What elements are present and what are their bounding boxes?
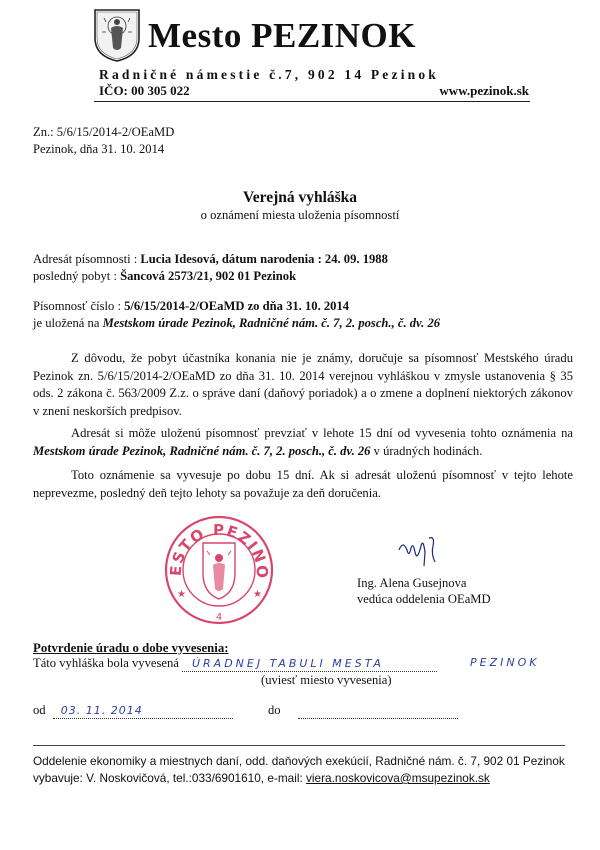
footer-divider [33, 745, 565, 746]
paragraph-posting [33, 467, 573, 502]
paragraph-pickup-end: v úradných hodinách. [370, 443, 483, 458]
posted-from-label: od [33, 703, 46, 717]
paragraph-pickup [33, 425, 573, 460]
signer-name: Ing. Alena Gusejnova [357, 576, 467, 590]
document-title: Verejná vyhláška [242, 189, 358, 206]
posted-place-value: ÚRADNEJ TABULI MESTA [191, 657, 384, 670]
posted-place-extra: PEZINOK [470, 656, 540, 669]
document-stored-label: je uložená na [33, 316, 103, 330]
stamp-text: ESTO PEZINO [166, 520, 272, 580]
posted-place-field [182, 656, 437, 672]
posted-from-line [33, 703, 233, 719]
posted-place-hint: (uviesť miesto vyvesenia) [261, 673, 392, 687]
municipality-address: Radničné námestie č.7, 902 14 Pezinok [99, 67, 440, 82]
footer-contact-text: vybavuje: V. Noskovičová, tel.:033/6901610, e-mail: [33, 771, 307, 785]
signer-position: vedúca oddelenia OEaMD [357, 591, 491, 606]
posted-to-field [298, 703, 458, 719]
document-stored-value: Mestskom úrade Pezinok, Radničné nám. č. 7, 2. posch., č. dv. 26 [102, 316, 441, 330]
posted-from-value: 03. 11. 2014 [60, 704, 143, 717]
reference-number: Zn.: 5/6/15/2014-2/OEaMD [33, 125, 175, 139]
svg-text:★: ★ [177, 589, 186, 600]
last-residence-value: Šancová 2573/21, 902 01 Pezinok [120, 269, 297, 283]
municipality-title: Mesto PEZINOK [148, 16, 417, 55]
footer-contact [33, 771, 490, 785]
addressee-line [33, 252, 388, 267]
addressee-label: Adresát písomnosti : [33, 252, 141, 266]
reference-place-date: Pezinok, dňa 31. 10. 2014 [33, 142, 165, 156]
town-crest-icon [92, 8, 142, 62]
document-subtitle: o oznámení miesta uloženia písomností [200, 208, 400, 222]
footer-department: Oddelenie ekonomiky a miestnych daní, odd. daňových exekúcií, Radničné nám. č. 7, 902 01 Pezinok [33, 754, 565, 768]
signer-block [357, 576, 491, 607]
municipality-ico: IČO: 00 305 022 [99, 83, 190, 98]
posted-line [33, 656, 437, 672]
posted-from-field [53, 703, 233, 719]
footer-email-link[interactable]: viera.noskovicova@msupezinok.sk [306, 771, 490, 785]
stamp-number: 4 [215, 612, 223, 623]
document-number-value: 5/6/15/2014-2/OEaMD zo dňa 31. 10. 2014 [124, 299, 350, 313]
last-residence-line [33, 269, 296, 284]
posted-label: Táto vyhláška bola vyvesená [33, 656, 182, 670]
posted-to-line [268, 703, 458, 719]
last-residence-label: posledný pobyt : [33, 269, 121, 283]
handwritten-signature [395, 532, 445, 572]
document-number-line [33, 299, 349, 314]
addressee-value: Lucia Idesová, dátum narodenia : 24. 09. 1988 [140, 252, 388, 266]
paragraph-pickup-place: Mestskom úrade Pezinok, Radničné nám. č. 7, 2. posch., č. dv. 26 [33, 443, 371, 458]
paragraph-pickup-start: Adresát si môže uloženú písomnosť prevziať v lehote 15 dní od vyvesenia tohto oznámenia na [71, 426, 573, 440]
posted-to-label: do [268, 703, 281, 717]
confirmation-heading: Potvrdenie úradu o dobe vyvesenia: [33, 641, 229, 655]
official-stamp [163, 513, 275, 627]
municipality-website[interactable]: www.pezinok.sk [439, 83, 529, 98]
header-divider [94, 101, 530, 102]
svg-text:★: ★ [253, 589, 262, 600]
document-number-label: Písomnosť číslo : [33, 299, 125, 313]
paragraph-delivery-text: Z dôvodu, že pobyt účastníka konania nie je známy, doručuje sa písomnosť Mestského úradu Pezinok zn. 5/6/15/2014-2/OEaMD zo dňa 31. 10. 2014 verejnou vyhláškou v zmysle ustanovenia § 35 ods. 2 zákona č. 563/2009 Z.z. o správe daní (daňový poriadok) a o zmene a doplnení niektorých zákonov v znení neskorších predpisov. [33, 351, 573, 418]
paragraph-posting-text: Toto oznámenie sa vyvesuje po dobu 15 dní. Ak si adresát uloženú písomnosť v tejto lehote neprevezme, posledný deň tejto lehoty sa považuje za deň doručenia. [33, 468, 573, 500]
paragraph-delivery [33, 350, 573, 420]
document-stored-line [33, 316, 440, 331]
